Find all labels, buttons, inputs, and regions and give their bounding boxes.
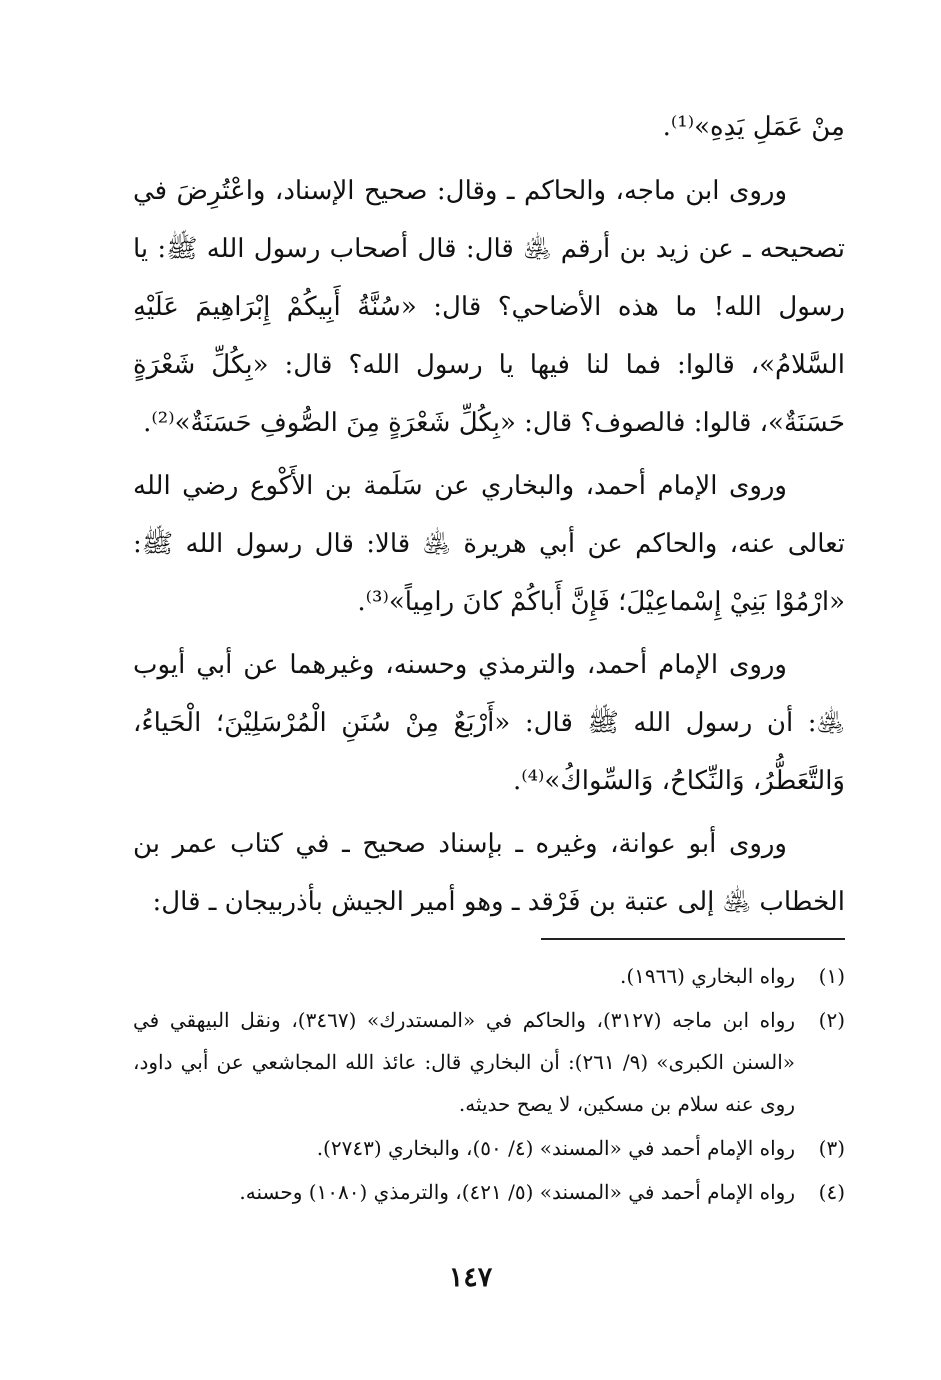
footnotes: [133, 955, 845, 1215]
page-number: ١٤٧: [448, 1262, 493, 1293]
footnote-number: (١): [818, 964, 845, 988]
footnote-text: رواه البخاري (١٩٦٦).: [619, 964, 795, 988]
paragraph-5: وروى أبو عوانة، وغيره ـ بإسناد صحيح ـ في كتاب عمر بن الخطاب ﵁ إلى عتبة بن فَرْقد ـ وهو أمير الجيش بأذربيجان ـ قال:: [133, 829, 845, 917]
paragraph-4: وروى الإمام أحمد، والترمذي وحسنه، وغيرهما عن أبي أيوب ﵁: أن رسول الله ﷺ قال: «أَرْبَعٌ مِنْ سُنَنِ الْمُرْسَلِيْنَ؛ الْحَياءُ، وَالتَّعَطُّرُ، وَالنِّكاحُ، وَالسِّواكُ»⁽⁴⁾.: [133, 650, 845, 796]
footnote-3: [133, 1127, 845, 1169]
paragraph-2: وروى ابن ماجه، والحاكم ـ وقال: صحيح الإسناد، واعْتُرِضَ في تصحيحه ـ عن زيد بن أرقم ﵁ قال: قال أصحاب رسول الله ﷺ: يا رسول الله! ما هذه الأضاحي؟ قال: «سُنَّةُ أَبِيكُمْ إِبْرَاهِيمَ عَلَيْهِ السَّلامُ»، قالوا: فما لنا فيها يا رسول الله؟ قال: «بِكُلِّ شَعْرَةٍ حَسَنَةٌ»، قالوا: فالصوف؟ قال: «بِكُلِّ شَعْرَةٍ مِنَ الصُّوفِ حَسَنَةٌ»⁽²⁾.: [133, 176, 845, 438]
footnote-number: (٣): [818, 1136, 845, 1160]
footnote-1: [133, 955, 845, 997]
footnote-number: (٢): [818, 1008, 845, 1032]
main-text: [133, 98, 845, 936]
footnote-text: رواه الإمام أحمد في «المسند» (٤/ ٥٠)، والبخاري (٢٧٤٣).: [316, 1136, 795, 1160]
footnote-separator: [541, 938, 845, 940]
footnote-2: [133, 999, 845, 1125]
paragraph-1: مِنْ عَمَلِ يَدِهِ»⁽¹⁾.: [662, 112, 845, 142]
footnote-text: رواه الإمام أحمد في «المسند» (٥/ ٤٢١)، والترمذي (١٠٨٠) وحسنه.: [239, 1180, 795, 1204]
footnote-number: (٤): [818, 1180, 845, 1204]
footnote-text: رواه ابن ماجه (٣١٢٧)، والحاكم في «المستدرك» (٣٤٦٧)، ونقل البيهقي في «السنن الكبرى» (٩/ ٢٦١): أن البخاري قال: عائذ الله المجاشعي عن أبي داود، روى عنه سلام بن مسكين، لا يصح حديثه.: [133, 1008, 796, 1116]
footnote-4: [133, 1171, 845, 1213]
paragraph-3: وروى الإمام أحمد، والبخاري عن سَلَمة بن الأَكْوع رضي الله تعالى عنه، والحاكم عن أبي هريرة ﵁ قالا: قال رسول الله ﷺ: «ارْمُوْا بَنِيْ إِسْماعِيْلَ؛ فَإِنَّ أَباكُمْ كانَ رامِياً»⁽³⁾.: [133, 471, 845, 617]
